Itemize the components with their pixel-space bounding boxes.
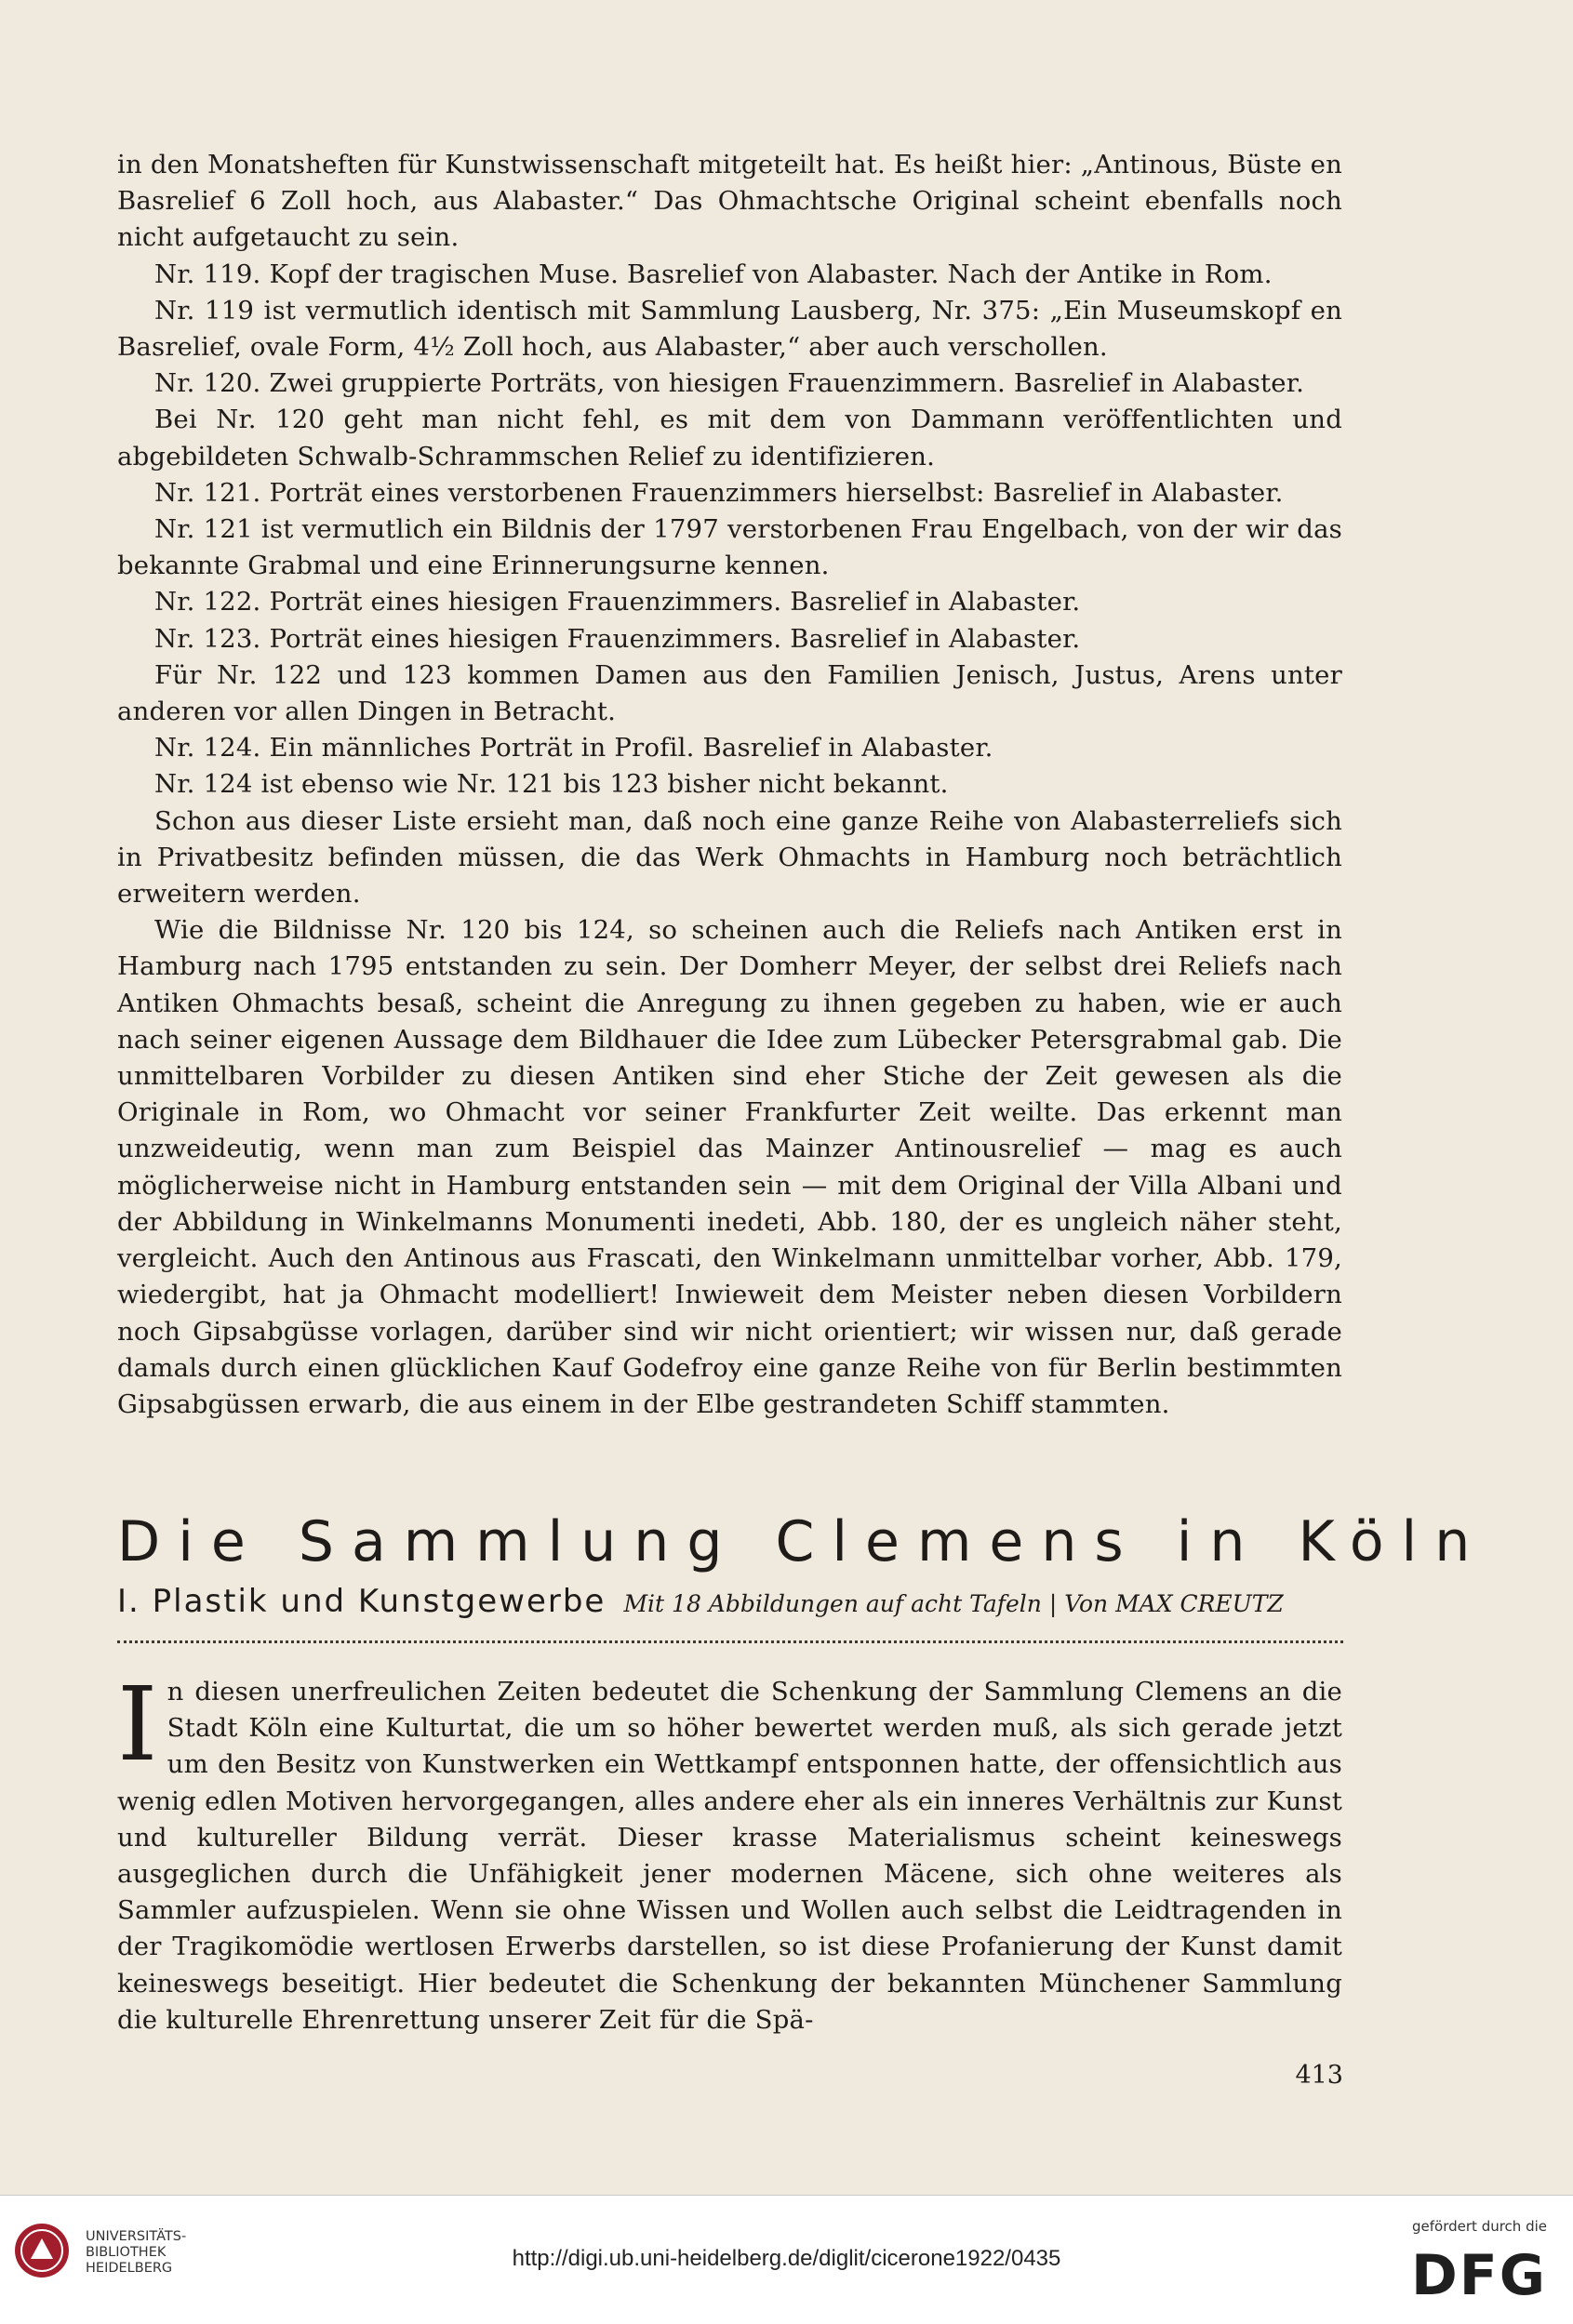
paragraph: Für Nr. 122 und 123 kommen Damen aus den Familien Jenisch, Justus, Arens unter anderen vor allen Dingen in Betracht. <box>117 659 1342 727</box>
page-number: 413 <box>1295 2061 1343 2090</box>
article-title: Die Sammlung Clemens in Köln <box>117 1509 1488 1574</box>
drop-cap: I <box>117 1665 158 1784</box>
paragraph: Wie die Bildnisse Nr. 120 bis 124, so scheinen auch die Reliefs nach Antiken erst in Hamburg nach 1795 entstanden zu sein. Der Domherr Meyer, der selbst drei Reliefs nach Antiken Ohmachts besaß, scheint die Anregung zu ihnen gegeben zu haben, wie er auch nach seiner eigenen Aussage dem Bildhauer die Idee zum Lübecker Petersgrabmal gab. Die unmittelbaren Vorbilder zu diesen Antiken sind eher Stiche der Zeit gewesen als die Originale in Rom, wo Ohmacht vor seiner Frankfurter Zeit weilte. Das erkennt man unzweideutig, wenn man zum Beispiel das Mainzer Antinousrelief — mag es auch möglicherweise nicht in Hamburg entstanden sein — mit dem Original der Villa Albani und der Abbildung in Winkelmanns Monumenti inedeti, Abb. 180, der es ungleich näher steht, vergleicht. Auch den Antinous aus Frascati, den Winkelmann unmittelbar vorher, Abb. 179, wiedergibt, hat ja Ohmacht modelliert! Inwieweit dem Meister neben diesen Vorbildern noch Gipsabgüsse vorlagen, darüber sind wir nicht orientiert; wir wissen nur, daß gerade damals durch einen glücklichen Kauf Godefroy eine ganze Reihe von für Berlin bestimmten Gipsabgüssen erwarb, die aus einem in der Elbe gestrandeten Schiff stammten. <box>117 915 1342 1419</box>
paragraph: Nr. 123. Porträt eines hiesigen Frauenzimmers. Basrelief in Alabaster. <box>154 623 1081 654</box>
paragraph: Nr. 119. Kopf der tragischen Muse. Basrelief von Alabaster. Nach der Antike in Rom. <box>154 259 1273 289</box>
article-text <box>117 1665 1342 2038</box>
paragraph: Schon aus dieser Liste ersieht man, daß noch eine ganze Reihe von Alabasterreliefs sich in Privatbesitz befinden müssen, die das Werk Ohmachts in Hamburg noch beträchtlich erweitern werden. <box>117 805 1342 910</box>
paragraph: Bei Nr. 120 geht man nicht fehl, es mit dem von Dammann veröffentlichten und abgebildeten Schwalb-Schrammschen Relief zu identifizieren. <box>117 405 1342 471</box>
body-text <box>117 147 1342 1423</box>
dfg-logo: DFG <box>1410 2243 1547 2308</box>
paragraph: Nr. 120. Zwei gruppierte Porträts, von hiesigen Frauenzimmern. Basrelief in Alabaster. <box>154 368 1305 399</box>
paragraph: Nr. 124 ist ebenso wie Nr. 121 bis 123 bisher nicht bekannt. <box>154 769 949 800</box>
university-name-line: HEIDELBERG <box>86 2261 173 2276</box>
funding-label: gefördert durch die <box>1412 2218 1547 2235</box>
article-subtitle: I. Plastik und Kunstgewerbe <box>117 1583 607 1620</box>
paragraph: Nr. 122. Porträt eines hiesigen Frauenzimmers. Basrelief in Alabaster. <box>154 587 1081 618</box>
paragraph: Nr. 121 ist vermutlich ein Bildnis der 1797 verstorbenen Frau Engelbach, von der wir das bekannte Grabmal und eine Erinnerungsurne kennen. <box>117 514 1342 581</box>
article-byline: Mit 18 Abbildungen auf acht Tafeln | Von MAX CREUTZ <box>623 1590 1284 1617</box>
article-paragraph <box>117 1665 1342 2038</box>
dotted-divider <box>117 1640 1343 1643</box>
paragraph: Nr. 121. Porträt eines verstorbenen Frauenzimmers hierselbst: Basrelief in Alabaster. <box>154 477 1284 508</box>
article-subtitle-row <box>117 1581 1345 1627</box>
university-name-line: BIBLIOTHEK <box>86 2245 167 2260</box>
permalink-url[interactable]: http://digi.ub.uni-heidelberg.de/diglit/cicerone1922/0435 <box>512 2246 1061 2271</box>
paragraph: Nr. 124. Ein männliches Porträt in Profil. Basrelief in Alabaster. <box>154 733 993 764</box>
university-name-line: UNIVERSITÄTS- <box>86 2229 187 2244</box>
paragraph: Nr. 119 ist vermutlich identisch mit Sammlung Lausberg, Nr. 375: „Ein Museumskopf en Basrelief, ovale Form, 4½ Zoll hoch, aus Alabaster,“ aber auch verschollen. <box>117 295 1342 363</box>
footer-bar <box>0 2195 1573 2324</box>
article-paragraph-text: n diesen unerfreulichen Zeiten bedeutet die Schenkung der Sammlung Clemens an die Stadt Köln eine Kulturtat, die um so höher bewertet werden muß, als sich gerade jetzt um den Besitz von Kunstwerken ein Wettkampf entsponnen hatte, der offensichtlich aus wenig edlen Motiven hervorgegangen, alles andere eher als ein inneres Verhältnis zur Kunst und kultureller Bildung verrät. Dieser krasse Materialismus scheint keineswegs ausgeglichen durch die Unfähigkeit jener modernen Mäcene, sich ohne weiteres als Sammler aufzuspielen. Wenn sie ohne Wissen und Wollen auch selbst die Leidtragenden in der Tragikomödie wertlosen Erwerbs darstellen, so ist diese Profanierung der Kunst damit keineswegs beseitigt. Hier bedeutet die Schenkung der bekannten Münchener Sammlung die kulturelle Ehrenrettung unserer Zeit für die Spä- <box>117 1677 1342 2035</box>
paragraph: in den Monatsheften für Kunstwissenschaft mitgeteilt hat. Es heißt hier: „Antinous, Büste en Basrelief 6 Zoll hoch, aus Alabaster.“ Das Ohmachtsche Original scheint ebenfalls noch nicht aufgetaucht zu sein. <box>117 150 1342 253</box>
